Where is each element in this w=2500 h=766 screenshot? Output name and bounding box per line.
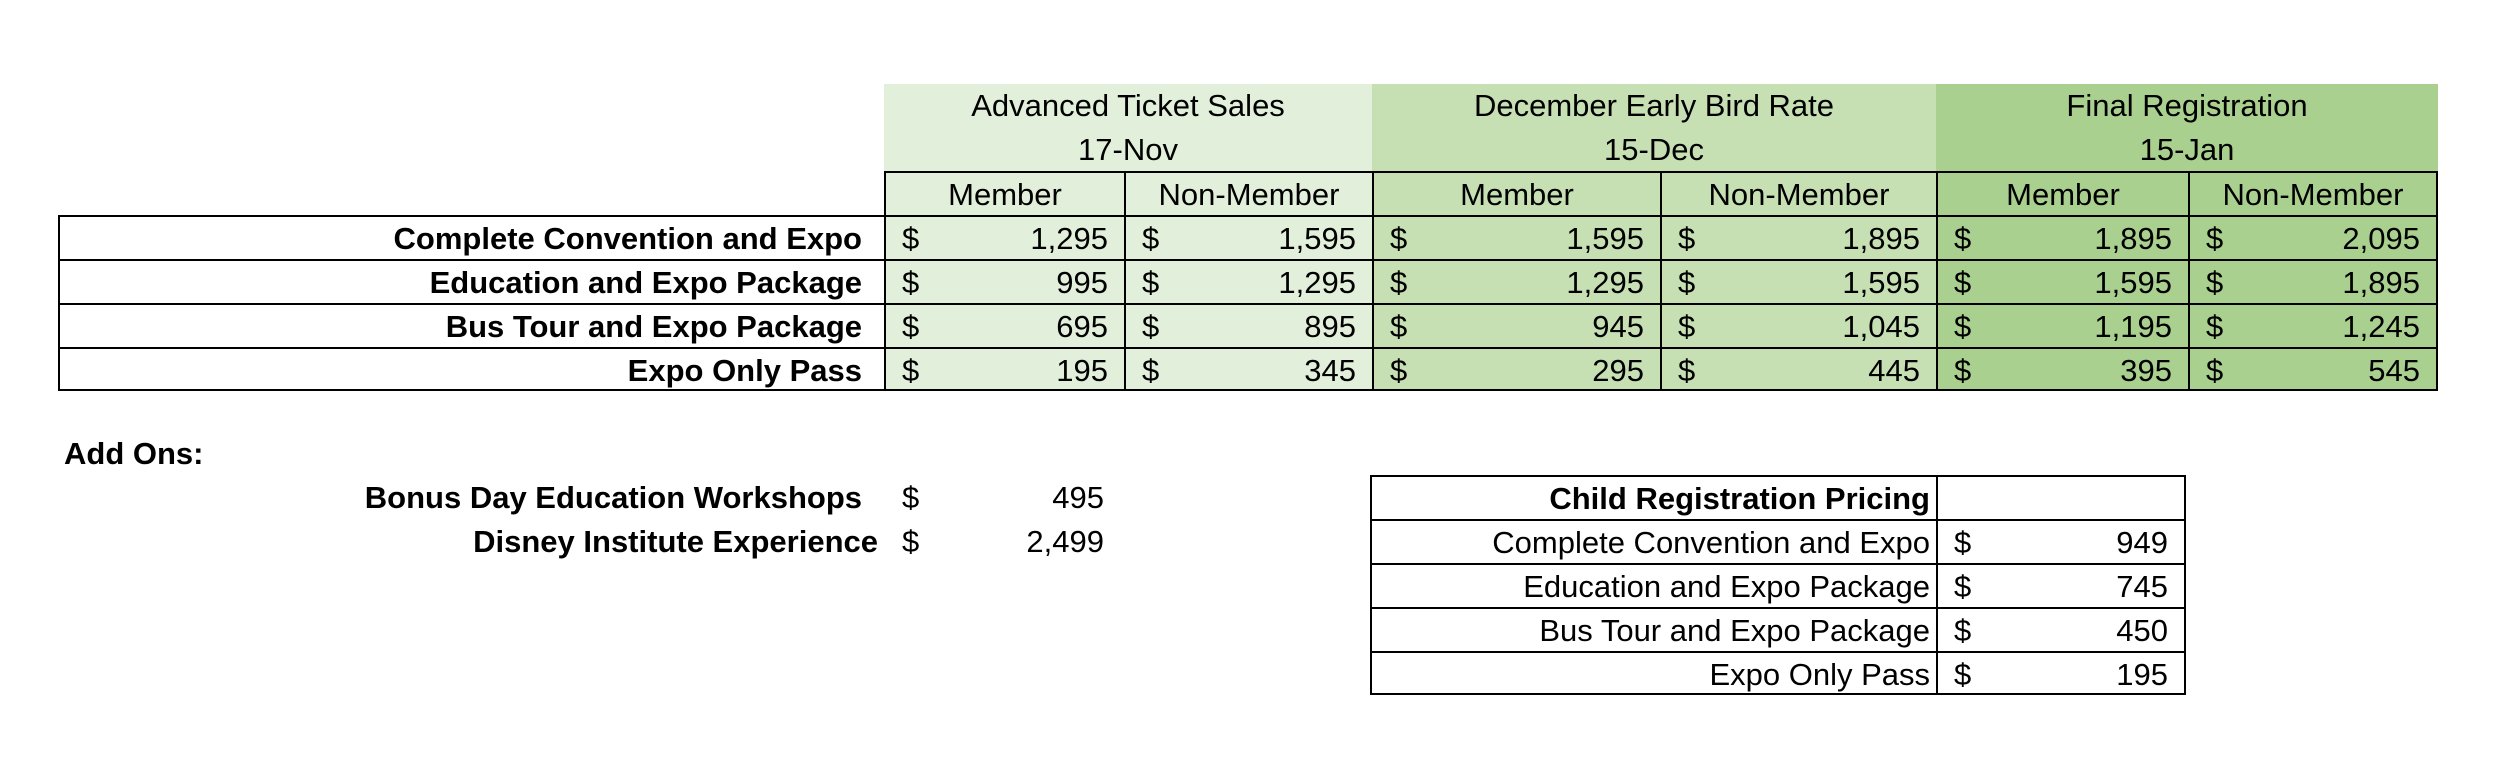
price-value: 2,095	[2342, 221, 2420, 256]
row-label: Bus Tour and Expo Package	[58, 303, 884, 347]
price-cell	[884, 259, 1124, 303]
currency-symbol: $	[1142, 353, 1160, 388]
price-cell	[1124, 303, 1372, 347]
price-cell	[1372, 215, 1660, 259]
currency-symbol: $	[1390, 265, 1408, 300]
col-header-member: Member	[884, 171, 1124, 215]
currency-symbol: $	[1390, 309, 1408, 344]
price-value: 1,295	[1030, 221, 1108, 256]
addon-currency: $	[902, 480, 920, 515]
currency-symbol: $	[902, 353, 920, 388]
price-value: 995	[1056, 265, 1108, 300]
price-value: 1,045	[1842, 309, 1920, 344]
col-header-non-member: Non-Member	[2188, 171, 2438, 215]
currency-symbol: $	[1954, 569, 1972, 604]
currency-symbol: $	[1678, 221, 1696, 256]
row-label: Complete Convention and Expo	[58, 215, 884, 259]
price-value: 295	[1592, 353, 1644, 388]
period-title: Final Registration	[2066, 88, 2308, 123]
price-cell	[1372, 259, 1660, 303]
currency-symbol: $	[1390, 353, 1408, 388]
price-value: 945	[1592, 309, 1644, 344]
child-table-title: Child Registration Pricing	[1370, 475, 1936, 519]
price-value: 1,595	[1278, 221, 1356, 256]
price-cell	[1936, 303, 2188, 347]
price-cell	[884, 303, 1124, 347]
currency-symbol: $	[1142, 265, 1160, 300]
price-cell	[2188, 259, 2438, 303]
period-date: 17-Nov	[1078, 132, 1178, 167]
price-value: 345	[1304, 353, 1356, 388]
price-cell	[1124, 259, 1372, 303]
price-cell	[2188, 303, 2438, 347]
price-cell	[1372, 347, 1660, 391]
price-value: 195	[1056, 353, 1108, 388]
currency-symbol: $	[1678, 309, 1696, 344]
child-row-label: Expo Only Pass	[1370, 651, 1936, 695]
price-value: 445	[1868, 353, 1920, 388]
currency-symbol: $	[1954, 657, 1972, 692]
child-price-cell	[1936, 475, 2186, 519]
price-value: 1,895	[2342, 265, 2420, 300]
currency-symbol: $	[1954, 353, 1972, 388]
addons-title: Add Ons:	[64, 436, 204, 471]
period-header-advanced	[884, 84, 1372, 172]
addon-label: Disney Institute Experience	[473, 524, 878, 559]
period-title: Advanced Ticket Sales	[971, 88, 1285, 123]
currency-symbol: $	[1954, 525, 1972, 560]
price-value: 1,195	[2094, 309, 2172, 344]
price-value: 545	[2368, 353, 2420, 388]
price-cell	[2188, 215, 2438, 259]
currency-symbol: $	[2206, 309, 2224, 344]
row-label: Expo Only Pass	[58, 347, 884, 391]
price-cell	[884, 215, 1124, 259]
price-cell	[2188, 347, 2438, 391]
child-row-label: Bus Tour and Expo Package	[1370, 607, 1936, 651]
child-price-cell	[1936, 607, 2186, 651]
currency-symbol: $	[1678, 265, 1696, 300]
price-value: 1,895	[1842, 221, 1920, 256]
currency-symbol: $	[2206, 265, 2224, 300]
col-header-member: Member	[1372, 171, 1660, 215]
price-cell	[1660, 347, 1936, 391]
price-value: 1,295	[1566, 265, 1644, 300]
currency-symbol: $	[902, 221, 920, 256]
price-value: 695	[1056, 309, 1108, 344]
price-value: 895	[1304, 309, 1356, 344]
price-cell	[1372, 303, 1660, 347]
currency-symbol: $	[1678, 353, 1696, 388]
period-title: December Early Bird Rate	[1473, 88, 1835, 123]
child-price-cell	[1936, 519, 2186, 563]
period-date: 15-Jan	[2139, 132, 2235, 167]
price-value: 1,895	[2094, 221, 2172, 256]
currency-symbol: $	[2206, 221, 2224, 256]
currency-symbol: $	[1954, 221, 1972, 256]
period-header-early-bird	[1372, 84, 1936, 172]
price-value: 450	[2116, 613, 2168, 648]
currency-symbol: $	[1954, 309, 1972, 344]
row-label: Education and Expo Package	[58, 259, 884, 303]
price-value: 395	[2120, 353, 2172, 388]
price-cell	[884, 347, 1124, 391]
currency-symbol: $	[2206, 353, 2224, 388]
col-header-member: Member	[1936, 171, 2188, 215]
currency-symbol: $	[1954, 265, 1972, 300]
period-header-final	[1936, 84, 2438, 172]
currency-symbol: $	[1142, 221, 1160, 256]
price-cell	[1936, 259, 2188, 303]
price-cell	[1660, 215, 1936, 259]
currency-symbol: $	[902, 309, 920, 344]
price-value: 1,295	[1278, 265, 1356, 300]
addon-value: 2,499	[1026, 524, 1104, 559]
price-value: 1,595	[1842, 265, 1920, 300]
price-value: 1,595	[1566, 221, 1644, 256]
child-price-cell	[1936, 563, 2186, 607]
price-value: 949	[2116, 525, 2168, 560]
child-row-label: Complete Convention and Expo	[1370, 519, 1936, 563]
currency-symbol: $	[1142, 309, 1160, 344]
price-value: 1,245	[2342, 309, 2420, 344]
addon-value: 495	[1052, 480, 1104, 515]
addon-currency: $	[902, 524, 920, 559]
child-row-label: Education and Expo Package	[1370, 563, 1936, 607]
price-value: 1,595	[2094, 265, 2172, 300]
price-cell	[1660, 303, 1936, 347]
currency-symbol: $	[1390, 221, 1408, 256]
price-cell	[1936, 347, 2188, 391]
price-cell	[1124, 215, 1372, 259]
currency-symbol: $	[1954, 613, 1972, 648]
price-cell	[1936, 215, 2188, 259]
child-price-cell	[1936, 651, 2186, 695]
col-header-non-member: Non-Member	[1124, 171, 1372, 215]
currency-symbol: $	[902, 265, 920, 300]
price-value: 745	[2116, 569, 2168, 604]
period-date: 15-Dec	[1604, 132, 1704, 167]
addon-label: Bonus Day Education Workshops	[364, 480, 862, 515]
price-value: 195	[2116, 657, 2168, 692]
price-cell	[1124, 347, 1372, 391]
col-header-non-member: Non-Member	[1660, 171, 1936, 215]
price-cell	[1660, 259, 1936, 303]
